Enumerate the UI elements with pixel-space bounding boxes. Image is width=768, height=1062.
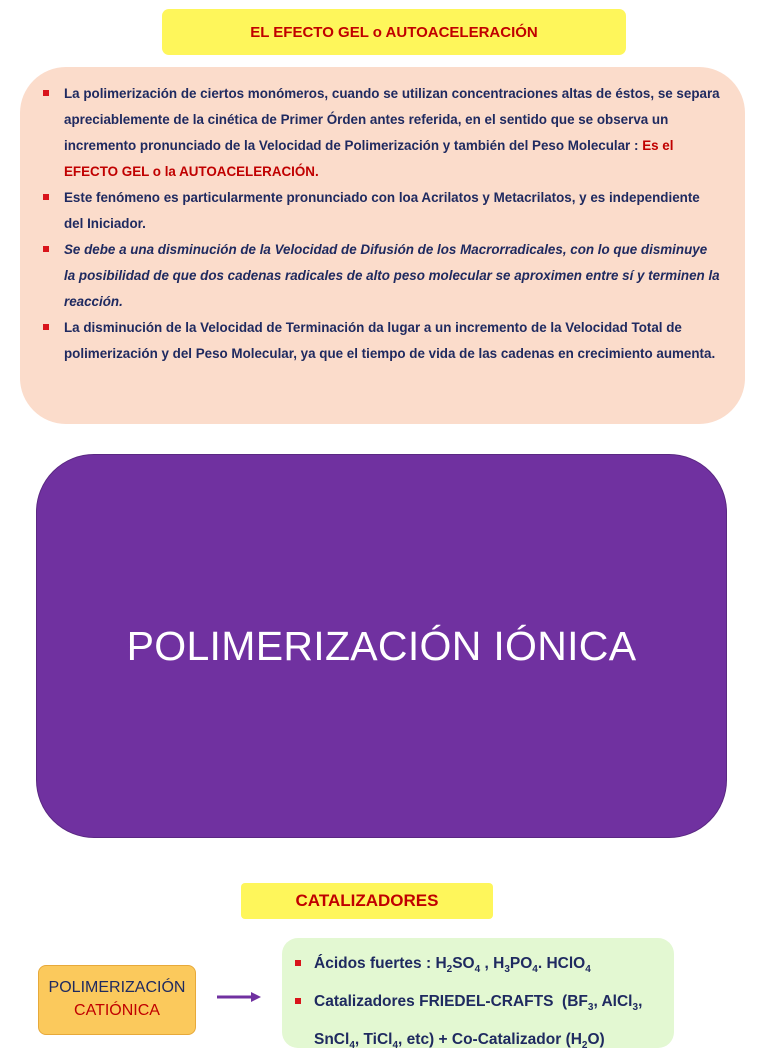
friedel-label: Catalizadores [314,993,420,1011]
bullet-item-4 [40,315,721,367]
catalyst-item-acids [294,948,662,986]
friedel-crafts-name: FRIEDEL-CRAFTS [419,993,554,1011]
square-bullet-icon [43,90,49,96]
square-bullet-icon [43,194,49,200]
efecto-gel-bullet-list [40,81,721,367]
bullet-1-text: La polimerización de ciertos monómeros, cuando se utilizan concentraciones altas de éstos, se separa apreciablemente de la cinética de Primer Órden antes referida, en el sentido que se observa un incremento pronunciado de la Velocidad de Polimerización y también del Peso Molecular : [64,86,720,153]
catalizadores-heading [241,883,493,919]
square-bullet-icon [43,246,49,252]
bullet-item-3 [40,237,721,315]
efecto-gel-info-box [20,67,745,424]
catalizadores-heading-text: CATALIZADORES [295,891,439,910]
polimerizacion-label: POLIMERIZACIÓN [48,979,186,996]
cationica-label: CATIÓNICA [74,1002,160,1019]
acids-formula: $H_2SO_4$ , $H_3PO_4$. HClO$_4$ [435,955,591,976]
polimerizacion-cationica-box [38,965,196,1035]
acids-label: Ácidos fuertes : [314,955,436,972]
bullet-2-text: Este fenómeno es particularmente pronunciado con loa Acrilatos y Metacrilatos, y es independiente del Iniciador. [64,190,700,231]
section-title-box [36,454,727,838]
efecto-gel-title-text: EL EFECTO GEL o AUTOACELERACIÓN [250,23,538,41]
catalysts-list [294,948,662,1062]
friedel-formula-cont: SnCl$_4$, TiCl$_4$, etc) + Co-Catalizador $(H_2O)$ [314,1031,605,1052]
square-bullet-icon [43,324,49,330]
bullet-4-text: La disminución de la Velocidad de Terminación da lugar a un incremento de la Velocidad Total de polimerización y del Peso Molecular, ya que el tiempo de vida de las cadenas en crecimiento aumenta. [64,320,716,361]
square-bullet-icon [295,998,301,1004]
efecto-gel-title [162,9,626,55]
bullet-item-2 [40,185,721,237]
square-bullet-icon [295,960,301,966]
catalysts-list-box [282,938,674,1052]
bullet-1-highlight: Es el EFECTO GEL o la AUTOACELERACIÓN. [64,138,674,179]
catalyst-item-friedel-crafts [294,986,662,1062]
section-title: POLIMERIZACIÓN IÓNICA [126,622,637,669]
bullet-3-text: Se debe a una disminución de la Velocidad de Difusión de los Macrorradicales, con lo que disminuye la posibilidad de que dos cadenas radicales de alto peso molecular se aproximen entre sí y terminen la reacción. [64,242,720,309]
right-arrow-icon [215,990,263,1004]
bullet-item-1 [40,81,721,185]
friedel-formula: ($BF_3$, AlCl$_3$, [557,993,643,1014]
